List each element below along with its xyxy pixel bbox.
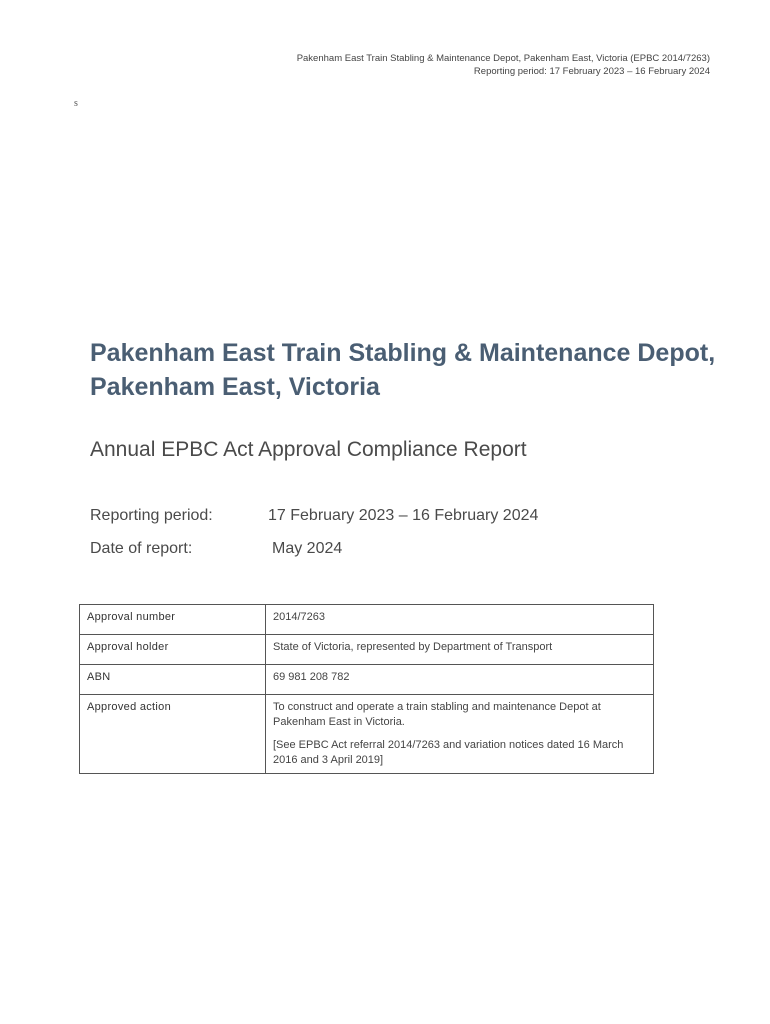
table-row bbox=[80, 635, 654, 665]
approved-action-cell bbox=[266, 695, 654, 774]
abn-value: 69 981 208 782 bbox=[266, 665, 654, 695]
stray-mark: s bbox=[74, 98, 78, 109]
document-title: Pakenham East Train Stabling & Maintenance Depot, Pakenham East, Victoria bbox=[90, 339, 716, 401]
document-subtitle: Annual EPBC Act Approval Compliance Report bbox=[90, 438, 527, 461]
approval-holder-label: Approval holder bbox=[80, 635, 266, 665]
reporting-period-label: Reporting period: bbox=[90, 507, 213, 524]
date-of-report-label: Date of report: bbox=[90, 540, 193, 557]
approval-number-label: Approval number bbox=[80, 605, 266, 635]
table-row bbox=[80, 605, 654, 635]
approved-action-note: [See EPBC Act referral 2014/7263 and variation notices dated 16 March 2016 and 3 April 2019] bbox=[273, 739, 624, 766]
approved-action-value: To construct and operate a train stabling and maintenance Depot at Pakenham East in Victoria. bbox=[273, 701, 601, 728]
table-row bbox=[80, 665, 654, 695]
reporting-period-value: 17 February 2023 – 16 February 2024 bbox=[268, 507, 539, 524]
date-of-report-value: May 2024 bbox=[272, 540, 343, 557]
abn-label: ABN bbox=[80, 665, 266, 695]
header-project-line: Pakenham East Train Stabling & Maintenance Depot, Pakenham East, Victoria (EPBC 2014/7263) bbox=[296, 53, 710, 64]
approval-holder-value: State of Victoria, represented by Department of Transport bbox=[266, 635, 654, 665]
table-row bbox=[80, 695, 654, 774]
approval-number-value: 2014/7263 bbox=[266, 605, 654, 635]
approved-action-label: Approved action bbox=[80, 695, 266, 774]
approval-details-table bbox=[79, 604, 654, 774]
header-period-line: Reporting period: 17 February 2023 – 16 February 2024 bbox=[473, 66, 710, 77]
running-header bbox=[297, 52, 710, 78]
